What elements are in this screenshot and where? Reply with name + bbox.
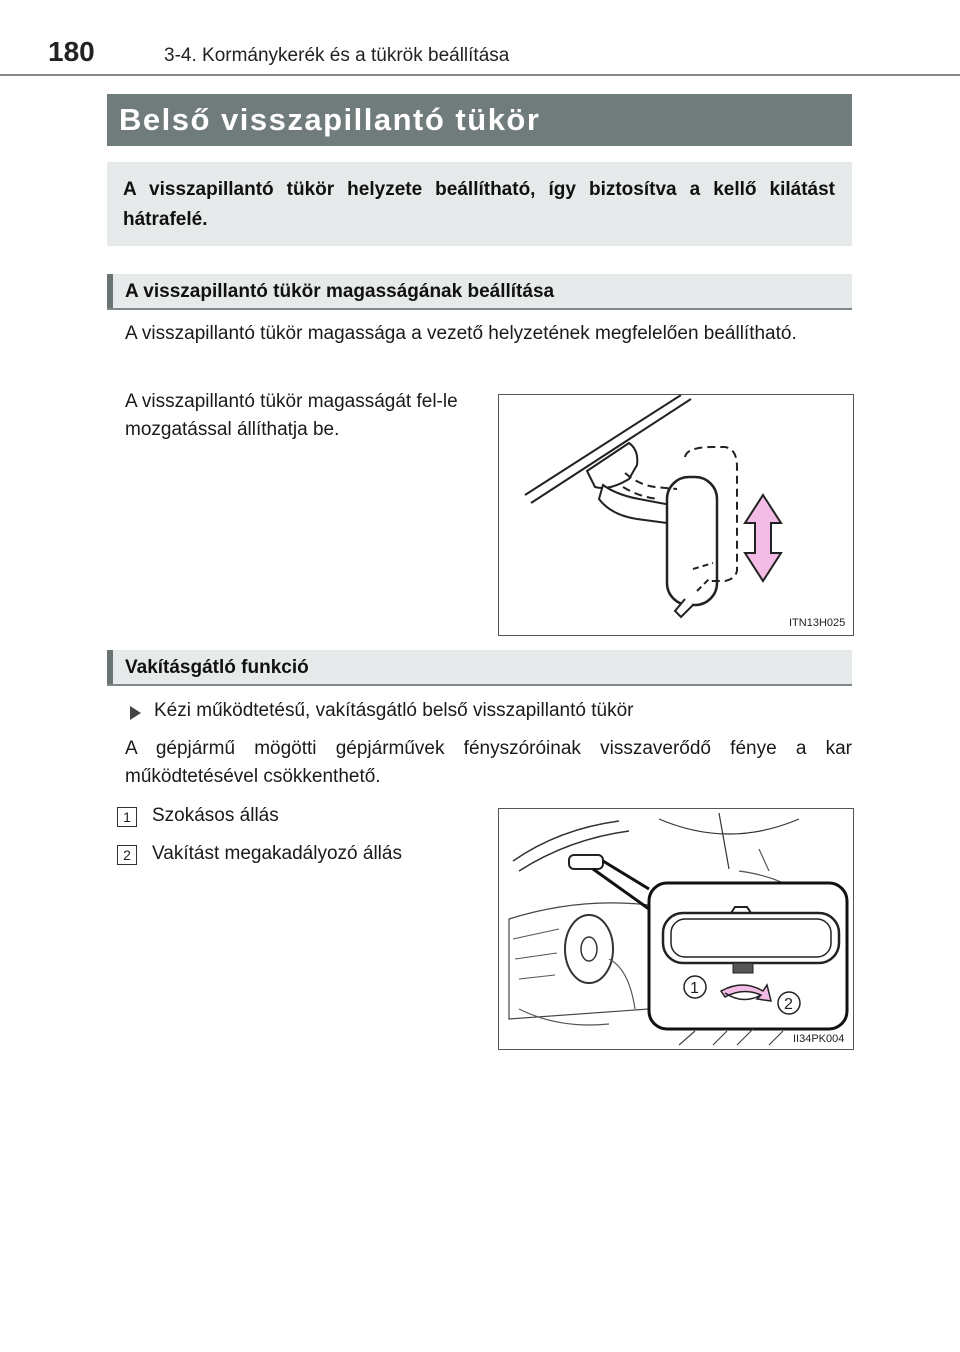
height-paragraph: A visszapillantó tükör magassága a vezető helyzetének megfelelően beállítható. — [125, 323, 797, 344]
section-heading-accent — [107, 650, 113, 684]
item-label-1: Szokásos állás — [152, 805, 279, 826]
section-heading-label: Vakításgátló funkció — [125, 657, 309, 678]
intro-text: A visszapillantó tükör helyzete beállítható, így biztosítva a kellő kilátást hátrafelé. — [123, 179, 835, 230]
mirror-height-figure — [498, 394, 854, 636]
section-heading-label: A visszapillantó tükör magasságának beállítása — [125, 281, 555, 302]
section-heading-antiglare — [107, 650, 852, 686]
svg-text:1: 1 — [690, 980, 699, 997]
antiglare-figure — [498, 808, 854, 1050]
header-section-title: 3-4. Kormánykerék és a tükrök beállítása — [164, 45, 510, 66]
antiglare-paragraph: A gépjármű mögötti gépjárművek fényszóróinak visszaverődő fénye a kar működtetésével csökkenthető. — [125, 738, 852, 787]
header-divider — [0, 74, 960, 76]
bullet-text: Kézi működtetésű, vakításgátló belső visszapillantó tükör — [154, 700, 634, 721]
page-title: Belső visszapillantó tükör — [119, 102, 541, 137]
section-heading-height — [107, 274, 852, 310]
svg-text:2: 2 — [784, 996, 793, 1013]
mirror-height-illustration — [499, 395, 853, 635]
height-instruction: A visszapillantó tükör magasságát fel-le mozgatással állíthatja be. — [125, 391, 458, 440]
item-number-2: 2 — [117, 845, 137, 865]
figure-code: ITN13H025 — [789, 617, 846, 629]
page-title-bar — [107, 94, 852, 146]
figure-code: II34PK004 — [793, 1033, 845, 1045]
bullet-triangle-icon — [130, 706, 141, 720]
page-header — [0, 0, 960, 76]
section-heading-accent — [107, 274, 113, 308]
item-number-1: 1 — [117, 807, 137, 827]
page-number: 180 — [48, 36, 95, 67]
item-label-2: Vakítást megakadályozó állás — [152, 843, 402, 864]
cabin-illustration — [499, 809, 853, 1049]
intro-box — [107, 162, 852, 246]
